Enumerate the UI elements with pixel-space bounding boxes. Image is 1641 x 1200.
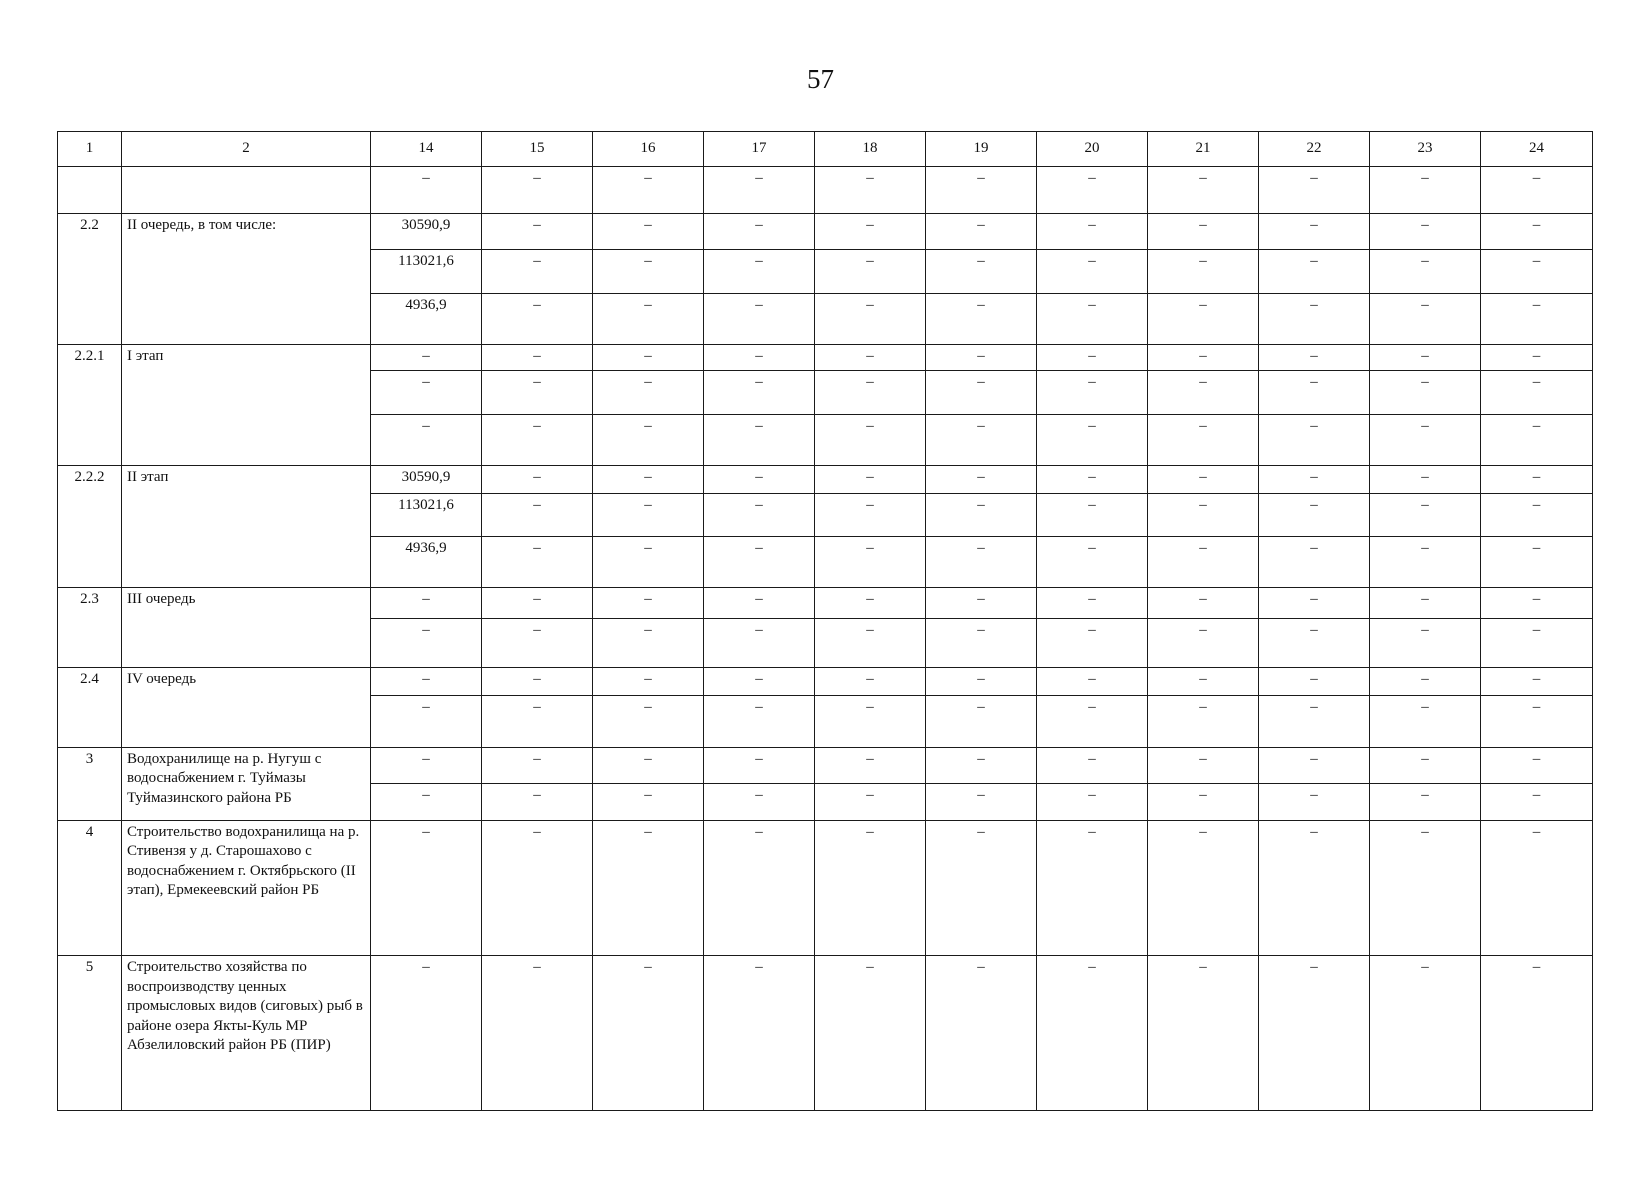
value-cell: – (704, 820, 815, 956)
value-cell: – (1037, 466, 1148, 494)
value-cell: – (1259, 344, 1370, 370)
row-code: 2.2.2 (58, 466, 122, 588)
value-cell: – (1370, 344, 1481, 370)
value-cell: – (593, 668, 704, 696)
value-cell: – (371, 618, 482, 668)
value-cell: – (704, 537, 815, 588)
value-cell: – (593, 466, 704, 494)
value-cell: – (1259, 249, 1370, 293)
value-cell: – (926, 747, 1037, 783)
value-cell: – (926, 537, 1037, 588)
column-header: 22 (1259, 132, 1370, 167)
value-cell: – (1370, 537, 1481, 588)
table-row (58, 344, 1593, 370)
value-cell: – (1481, 587, 1593, 618)
value-cell: 30590,9 (371, 466, 482, 494)
value-cell: – (482, 956, 593, 1111)
value-cell: – (1370, 747, 1481, 783)
value-cell: – (926, 695, 1037, 747)
value-cell: – (371, 695, 482, 747)
value-cell: – (593, 587, 704, 618)
value-cell: – (926, 415, 1037, 466)
value-cell: – (926, 493, 1037, 536)
column-header: 19 (926, 132, 1037, 167)
value-cell: – (1148, 668, 1259, 696)
value-cell: – (1037, 668, 1148, 696)
row-name: Водохранилище на р. Нугуш с водоснабжением г. Туймазы Туймазинского района РБ (122, 747, 371, 820)
row-code: 2.2 (58, 213, 122, 344)
value-cell: – (1259, 587, 1370, 618)
value-cell: – (1148, 213, 1259, 249)
value-cell: – (482, 370, 593, 414)
row-code: 2.4 (58, 668, 122, 747)
value-cell: – (1370, 493, 1481, 536)
value-cell: – (1259, 370, 1370, 414)
row-code: 2.3 (58, 587, 122, 667)
value-cell: – (1481, 370, 1593, 414)
value-cell: – (1370, 820, 1481, 956)
value-cell: 113021,6 (371, 493, 482, 536)
value-cell: – (1037, 493, 1148, 536)
value-cell: – (815, 695, 926, 747)
value-cell: – (1370, 213, 1481, 249)
row-name: I этап (122, 344, 371, 465)
value-cell: – (1481, 493, 1593, 536)
value-cell: – (815, 249, 926, 293)
column-header: 23 (1370, 132, 1481, 167)
value-cell: – (1481, 783, 1593, 820)
value-cell: – (1148, 537, 1259, 588)
value-cell: – (1370, 294, 1481, 345)
value-cell: – (1148, 956, 1259, 1111)
value-cell: – (815, 466, 926, 494)
value-cell: – (704, 166, 815, 213)
value-cell: – (482, 249, 593, 293)
column-header: 14 (371, 132, 482, 167)
column-header: 21 (1148, 132, 1259, 167)
value-cell: – (1481, 618, 1593, 668)
value-cell: – (1259, 783, 1370, 820)
value-cell: – (371, 166, 482, 213)
header-row (58, 132, 1593, 167)
table-row (58, 747, 1593, 783)
value-cell: – (815, 537, 926, 588)
value-cell: – (1148, 493, 1259, 536)
value-cell: – (1481, 820, 1593, 956)
value-cell: – (1148, 249, 1259, 293)
value-cell: – (815, 956, 926, 1111)
value-cell: – (371, 956, 482, 1111)
column-header: 2 (122, 132, 371, 167)
value-cell: – (926, 783, 1037, 820)
value-cell: – (1037, 415, 1148, 466)
value-cell: – (1259, 213, 1370, 249)
value-cell: – (1259, 695, 1370, 747)
value-cell: – (482, 783, 593, 820)
value-cell: – (704, 370, 815, 414)
value-cell: – (482, 820, 593, 956)
column-header: 20 (1037, 132, 1148, 167)
table-body (58, 132, 1593, 1111)
value-cell: – (482, 695, 593, 747)
value-cell: – (1370, 783, 1481, 820)
value-cell: – (1370, 370, 1481, 414)
value-cell: – (1037, 370, 1148, 414)
value-cell: – (1037, 695, 1148, 747)
row-name: Строительство водохранилища на р. Стивензя у д. Старошахово с водоснабжением г. Октябрьского (II этап), Ермекеевский район РБ (122, 820, 371, 956)
value-cell: – (1148, 370, 1259, 414)
value-cell: – (1148, 344, 1259, 370)
value-cell: – (482, 668, 593, 696)
value-cell: – (1481, 466, 1593, 494)
value-cell: – (1037, 249, 1148, 293)
value-cell: – (1148, 618, 1259, 668)
value-cell: – (482, 415, 593, 466)
value-cell: – (1370, 618, 1481, 668)
value-cell: – (593, 618, 704, 668)
value-cell: – (593, 783, 704, 820)
value-cell: – (1370, 668, 1481, 696)
value-cell: – (1481, 294, 1593, 345)
value-cell: – (704, 415, 815, 466)
row-name (122, 166, 371, 213)
row-code: 5 (58, 956, 122, 1111)
value-cell: – (815, 493, 926, 536)
value-cell: – (1481, 166, 1593, 213)
value-cell: – (593, 493, 704, 536)
value-cell: – (926, 344, 1037, 370)
data-table (57, 131, 1593, 1111)
value-cell: – (1370, 249, 1481, 293)
value-cell: – (926, 956, 1037, 1111)
value-cell: – (593, 344, 704, 370)
table-row (58, 213, 1593, 249)
value-cell: – (926, 466, 1037, 494)
row-name: II этап (122, 466, 371, 588)
value-cell: – (1259, 668, 1370, 696)
row-code: 3 (58, 747, 122, 820)
value-cell: – (926, 370, 1037, 414)
value-cell: – (593, 820, 704, 956)
value-cell: – (593, 956, 704, 1111)
value-cell: – (1370, 956, 1481, 1111)
value-cell: – (815, 618, 926, 668)
value-cell: – (1037, 587, 1148, 618)
value-cell: – (926, 587, 1037, 618)
value-cell: – (1481, 415, 1593, 466)
column-header: 16 (593, 132, 704, 167)
value-cell: – (482, 344, 593, 370)
value-cell: – (482, 747, 593, 783)
value-cell: – (1259, 294, 1370, 345)
value-cell: – (815, 587, 926, 618)
value-cell: 30590,9 (371, 213, 482, 249)
value-cell: – (704, 618, 815, 668)
value-cell: – (704, 587, 815, 618)
value-cell: – (1481, 249, 1593, 293)
value-cell: – (1370, 587, 1481, 618)
row-code (58, 166, 122, 213)
value-cell: – (1259, 820, 1370, 956)
value-cell: – (593, 370, 704, 414)
value-cell: – (1259, 618, 1370, 668)
value-cell: – (1148, 294, 1259, 345)
value-cell: – (815, 166, 926, 213)
value-cell: – (593, 249, 704, 293)
column-header: 18 (815, 132, 926, 167)
value-cell: – (815, 668, 926, 696)
column-header: 24 (1481, 132, 1593, 167)
value-cell: – (1259, 493, 1370, 536)
value-cell: – (593, 695, 704, 747)
value-cell: – (1037, 166, 1148, 213)
row-code: 4 (58, 820, 122, 956)
value-cell: – (1037, 956, 1148, 1111)
value-cell: – (704, 213, 815, 249)
value-cell: – (704, 956, 815, 1111)
value-cell: – (1481, 537, 1593, 588)
value-cell: – (371, 587, 482, 618)
value-cell: – (1259, 166, 1370, 213)
value-cell: – (1481, 695, 1593, 747)
value-cell: – (704, 249, 815, 293)
value-cell: – (1148, 820, 1259, 956)
value-cell: – (1037, 783, 1148, 820)
value-cell: 4936,9 (371, 537, 482, 588)
value-cell: – (926, 213, 1037, 249)
value-cell: – (1037, 294, 1148, 345)
value-cell: – (482, 493, 593, 536)
value-cell: – (371, 415, 482, 466)
value-cell: – (1037, 344, 1148, 370)
value-cell: – (1148, 695, 1259, 747)
value-cell: – (815, 415, 926, 466)
value-cell: – (1148, 783, 1259, 820)
value-cell: – (704, 783, 815, 820)
value-cell: – (1370, 695, 1481, 747)
row-name: III очередь (122, 587, 371, 667)
value-cell: – (704, 695, 815, 747)
table-row (58, 668, 1593, 696)
value-cell: – (1037, 213, 1148, 249)
value-cell: – (593, 166, 704, 213)
value-cell: – (593, 537, 704, 588)
value-cell: – (593, 213, 704, 249)
value-cell: – (704, 294, 815, 345)
value-cell: – (1259, 956, 1370, 1111)
page-number: 57 (807, 64, 834, 94)
value-cell: – (371, 820, 482, 956)
value-cell: – (482, 466, 593, 494)
row-name: IV очередь (122, 668, 371, 747)
value-cell: – (1037, 618, 1148, 668)
table-row (58, 587, 1593, 618)
value-cell: – (1259, 466, 1370, 494)
value-cell: – (593, 294, 704, 345)
value-cell: – (704, 668, 815, 696)
value-cell: – (815, 370, 926, 414)
value-cell: – (593, 747, 704, 783)
table-row (58, 166, 1593, 213)
value-cell: – (815, 344, 926, 370)
value-cell: – (1370, 166, 1481, 213)
value-cell: – (815, 213, 926, 249)
value-cell: – (926, 820, 1037, 956)
value-cell: – (704, 493, 815, 536)
value-cell: – (482, 166, 593, 213)
table-row (58, 956, 1593, 1111)
value-cell: – (815, 783, 926, 820)
value-cell: – (1037, 537, 1148, 588)
value-cell: – (815, 747, 926, 783)
value-cell: – (815, 820, 926, 956)
value-cell: – (704, 747, 815, 783)
value-cell: – (704, 466, 815, 494)
value-cell: – (1370, 466, 1481, 494)
value-cell: – (1148, 466, 1259, 494)
value-cell: – (926, 668, 1037, 696)
table-row (58, 466, 1593, 494)
value-cell: – (815, 294, 926, 345)
column-header: 1 (58, 132, 122, 167)
value-cell: – (371, 783, 482, 820)
value-cell: – (1259, 415, 1370, 466)
value-cell: – (482, 537, 593, 588)
value-cell: – (926, 618, 1037, 668)
value-cell: – (1148, 415, 1259, 466)
value-cell: – (704, 344, 815, 370)
value-cell: – (371, 344, 482, 370)
value-cell: – (1259, 747, 1370, 783)
value-cell: 113021,6 (371, 249, 482, 293)
value-cell: – (482, 294, 593, 345)
value-cell: – (482, 587, 593, 618)
value-cell: – (926, 166, 1037, 213)
value-cell: – (1259, 537, 1370, 588)
value-cell: – (1037, 747, 1148, 783)
value-cell: 4936,9 (371, 294, 482, 345)
value-cell: – (482, 213, 593, 249)
value-cell: – (1481, 668, 1593, 696)
row-name: II очередь, в том числе: (122, 213, 371, 344)
value-cell: – (371, 668, 482, 696)
value-cell: – (1481, 956, 1593, 1111)
value-cell: – (1148, 747, 1259, 783)
table-row (58, 820, 1593, 956)
value-cell: – (1037, 820, 1148, 956)
value-cell: – (1148, 166, 1259, 213)
value-cell: – (371, 370, 482, 414)
value-cell: – (1370, 415, 1481, 466)
row-name: Строительство хозяйства по воспроизводству ценных промысловых видов (сиговых) рыб в районе озера Якты-Куль МР Абзелиловский район РБ (ПИР) (122, 956, 371, 1111)
row-code: 2.2.1 (58, 344, 122, 465)
value-cell: – (1148, 587, 1259, 618)
value-cell: – (926, 294, 1037, 345)
value-cell: – (482, 618, 593, 668)
value-cell: – (1481, 344, 1593, 370)
value-cell: – (1481, 213, 1593, 249)
value-cell: – (1481, 747, 1593, 783)
value-cell: – (371, 747, 482, 783)
column-header: 15 (482, 132, 593, 167)
value-cell: – (926, 249, 1037, 293)
value-cell: – (593, 415, 704, 466)
column-header: 17 (704, 132, 815, 167)
